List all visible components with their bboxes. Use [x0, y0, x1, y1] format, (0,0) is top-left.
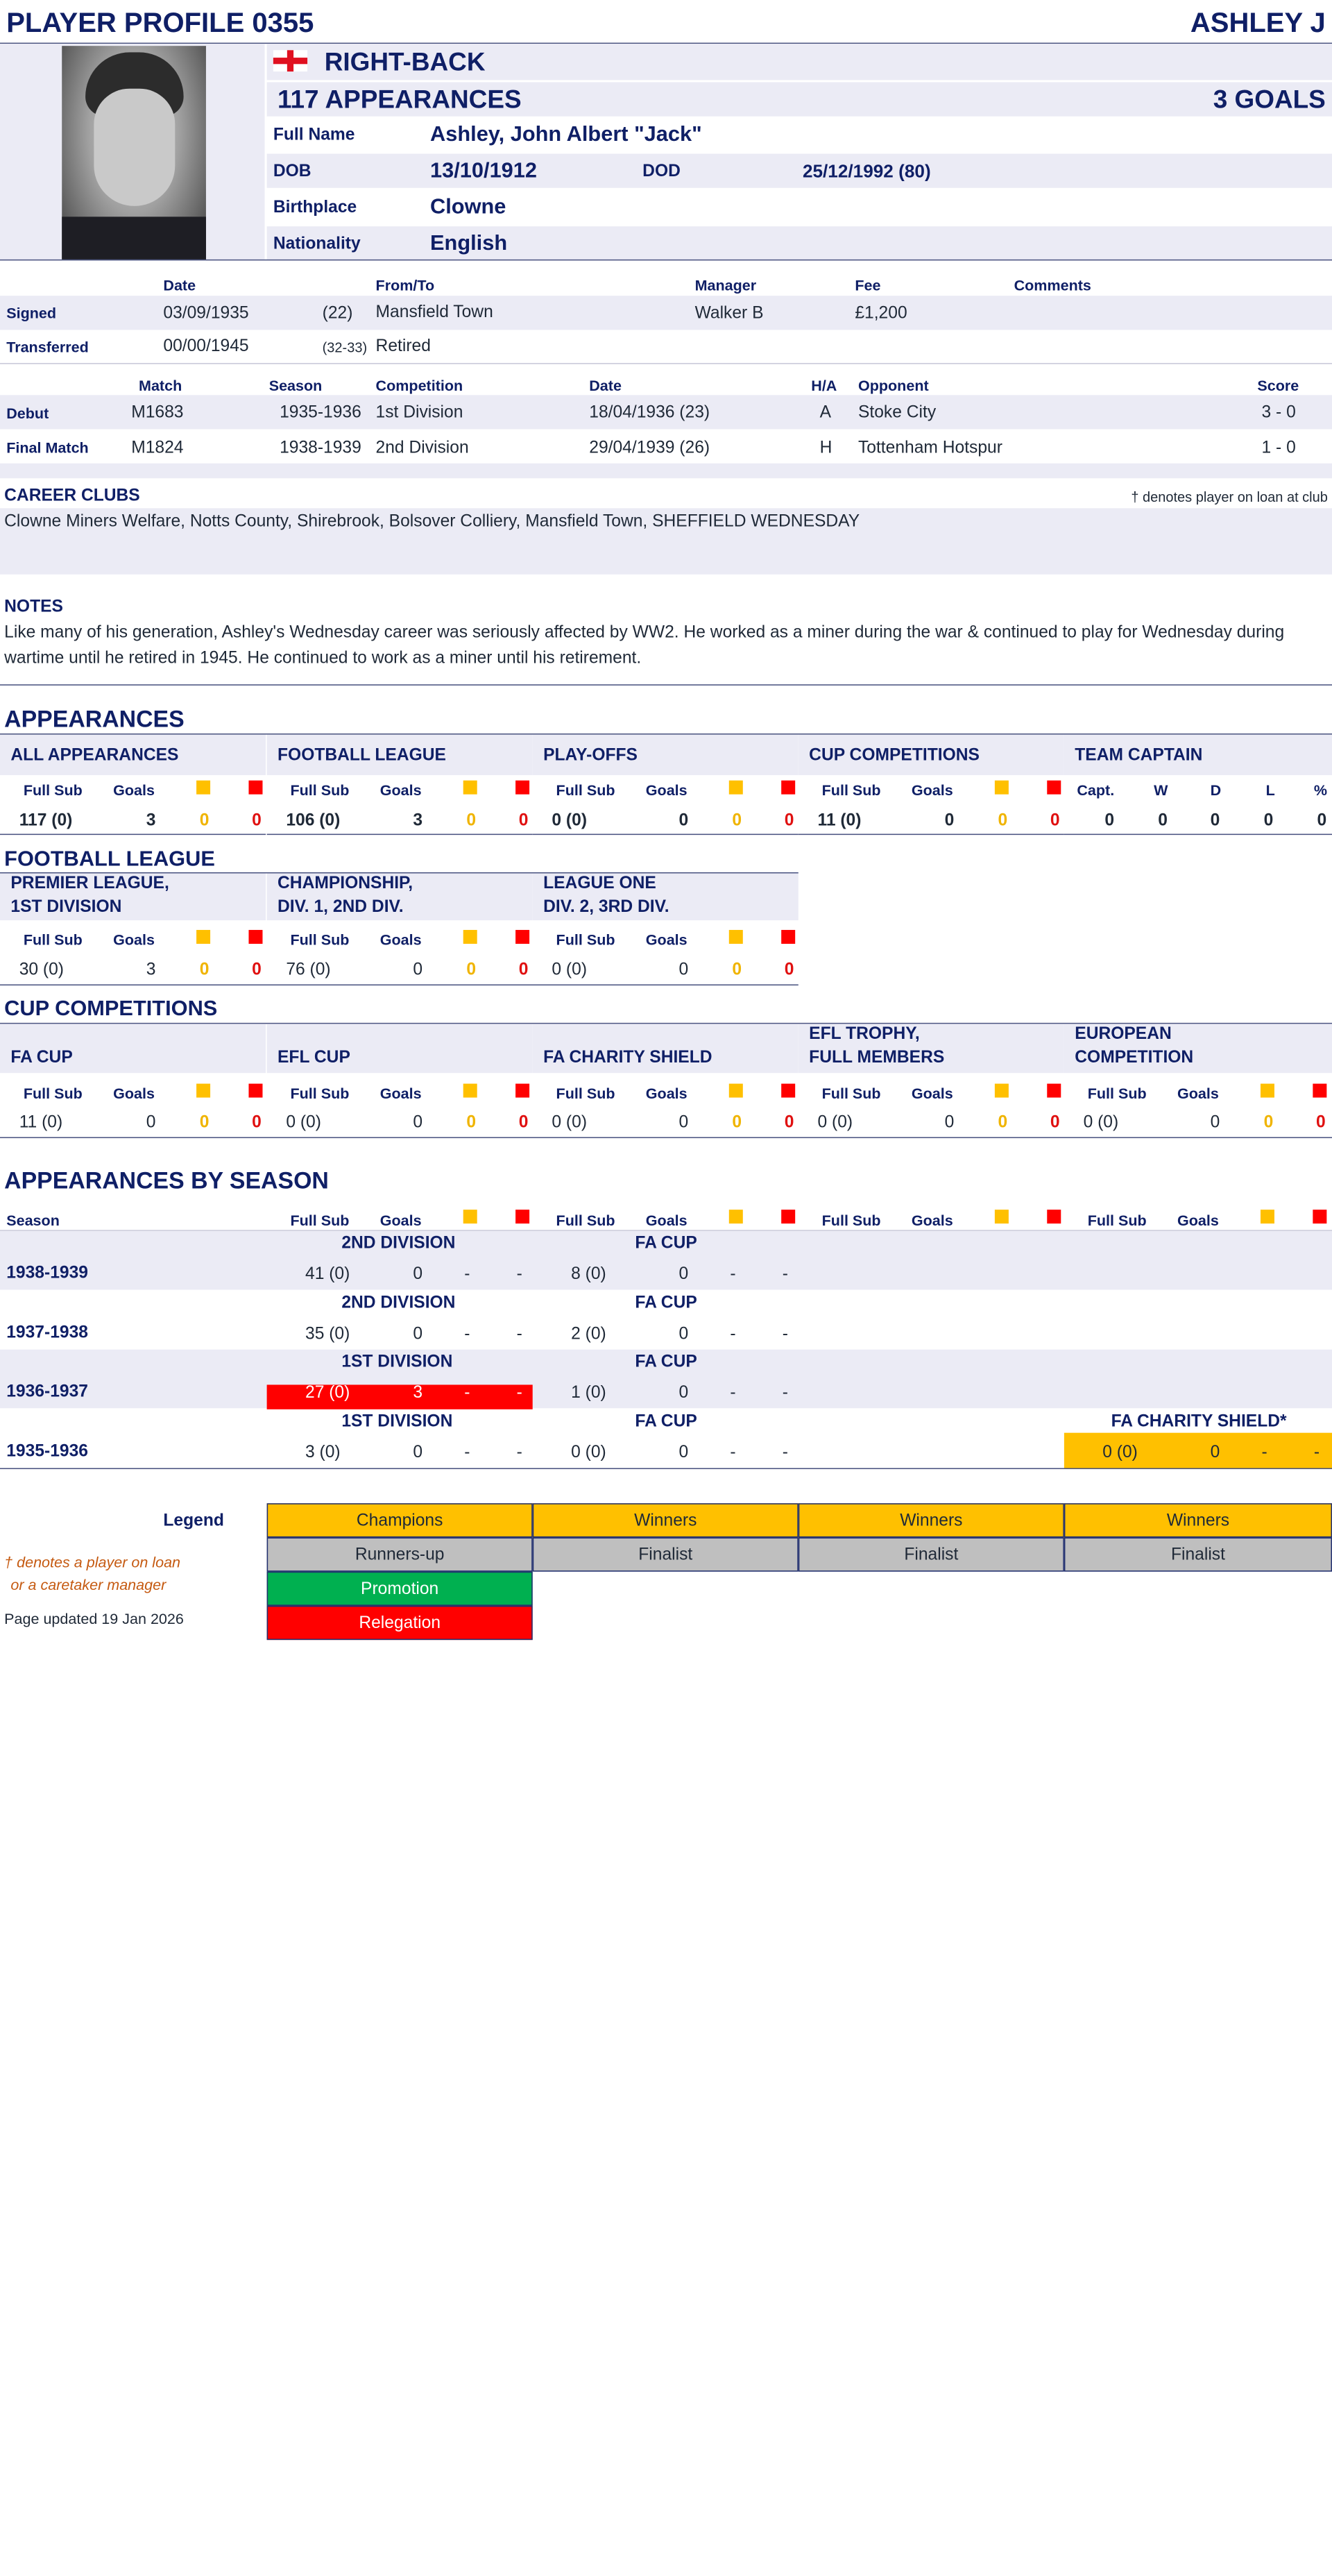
cup-block-0-red: 0: [252, 1113, 262, 1132]
col-match: Match: [139, 377, 182, 394]
transferred-age: (32-33): [322, 339, 368, 356]
league-block-0-title-1: PREMIER LEAGUE,: [10, 874, 169, 893]
season-group-1-col-goals: Goals: [645, 1212, 688, 1229]
appearances-block-0-red-card-icon: [248, 781, 262, 795]
season-competition: 1ST DIVISION: [341, 1353, 453, 1371]
league-block-2-yellow: 0: [732, 960, 742, 979]
season-yellow: -: [464, 1383, 470, 1403]
debut-ha: A: [819, 403, 831, 422]
legend-finalist: Finalist: [799, 1537, 1064, 1571]
cup-block-2-apps: 0 (0): [552, 1113, 588, 1132]
dod-label: DOD: [642, 162, 681, 181]
seasons-title: APPEARANCES BY SEASON: [4, 1167, 329, 1194]
legend-winners: Winners: [1064, 1503, 1332, 1537]
appearances-block-rule: [799, 834, 1064, 836]
cup-block-1-title-2: EFL CUP: [278, 1048, 350, 1067]
season-red: -: [516, 1383, 522, 1403]
legend-caretaker-note: or a caretaker manager: [10, 1575, 166, 1593]
cup-block-4-title-1: EUROPEAN: [1075, 1024, 1172, 1044]
league-rule: [0, 984, 799, 985]
player-name: ASHLEY J: [1190, 6, 1326, 39]
league-block-1-col-goals: Goals: [379, 931, 422, 949]
appearances-block-3-red: 0: [1050, 811, 1060, 830]
appearances-block-3-goals: 0: [944, 811, 955, 830]
season-red: -: [782, 1383, 788, 1403]
season-competition: 2ND DIVISION: [341, 1294, 456, 1312]
season-red: -: [782, 1265, 788, 1284]
red-card-icon: [781, 1210, 795, 1223]
cup-block-0-yellow: 0: [199, 1113, 210, 1132]
season-competition: FA CUP: [635, 1234, 697, 1253]
season-goals: 0: [413, 1265, 423, 1284]
cups-rule: [0, 1137, 1332, 1139]
col-date: Date: [163, 276, 196, 294]
league-block-0-title-2: 1ST DIVISION: [10, 897, 122, 917]
captain-d: 0: [1210, 811, 1220, 830]
cup-block-1-apps: 0 (0): [286, 1113, 321, 1132]
appearances-block-1-yellow: 0: [466, 811, 477, 830]
appearances-block-1-title: FOOTBALL LEAGUE: [278, 746, 446, 765]
season-yellow: -: [464, 1265, 470, 1284]
league-block-1-col-fullsub: Full Sub: [290, 931, 350, 949]
captain-pct: 0: [1317, 811, 1327, 830]
legend-winners: Winners: [533, 1503, 799, 1537]
league-block-1-title-2: DIV. 1, 2ND DIV.: [278, 897, 404, 917]
red-card-icon: [1313, 1210, 1326, 1223]
cup-block-1-yellow-card-icon: [463, 1084, 477, 1098]
cup-block-3-apps: 0 (0): [817, 1113, 853, 1132]
final-date: 29/04/1939 (26): [589, 439, 710, 457]
cup-block-2-title-2: FA CHARITY SHIELD: [543, 1048, 712, 1067]
season-goals: 3: [413, 1383, 423, 1403]
cup-block-4-col-goals: Goals: [1177, 1085, 1219, 1102]
transferred-club: Retired: [375, 337, 431, 356]
league-block-0-yellow-card-icon: [196, 930, 210, 944]
notes-title: NOTES: [4, 598, 63, 616]
legend-title: Legend: [163, 1511, 224, 1530]
appearances-title: APPEARANCES: [4, 705, 185, 733]
cup-block-3-col-fullsub: Full Sub: [821, 1085, 881, 1102]
career-title: CAREER CLUBS: [4, 486, 140, 505]
legend-champions: Champions: [267, 1503, 533, 1537]
league-block-0-red-card-icon: [248, 930, 262, 944]
season-group-3-col-fullsub: Full Sub: [1087, 1212, 1147, 1229]
season-yellow: -: [464, 1443, 470, 1462]
appearances-block-0-col-fullsub: Full Sub: [23, 781, 83, 799]
col-competition: Competition: [375, 377, 463, 394]
signed-label: Signed: [6, 304, 57, 322]
season-label: 1937-1938: [6, 1323, 88, 1342]
cup-block-4-red: 0: [1315, 1113, 1326, 1132]
transferred-label: Transferred: [6, 338, 89, 356]
appearances-block-1-yellow-card-icon: [463, 781, 477, 795]
debut-label: Debut: [6, 405, 49, 422]
england-flag-icon: [273, 50, 307, 71]
season-yellow: -: [730, 1265, 736, 1284]
appearances-block-0-apps: 117 (0): [19, 811, 73, 830]
appearances-block-2-title: PLAY-OFFS: [543, 746, 638, 765]
appearances-block-2-col-fullsub: Full Sub: [556, 781, 615, 799]
debut-season: 1935-1936: [280, 403, 361, 422]
cup-block-4-yellow-card-icon: [1261, 1084, 1274, 1098]
col-capt: Capt.: [1077, 781, 1115, 799]
cup-block-3-yellow-card-icon: [995, 1084, 1009, 1098]
dob: 13/10/1912: [430, 159, 538, 183]
cup-block-0-col-goals: Goals: [113, 1085, 155, 1102]
cup-block-0-col-fullsub: Full Sub: [23, 1085, 83, 1102]
season-goals: 0: [678, 1265, 689, 1284]
league-block-2-title-1: LEAGUE ONE: [543, 874, 656, 893]
league-block-0-yellow: 0: [199, 960, 210, 979]
col-pct: %: [1313, 781, 1328, 799]
season-red: -: [516, 1265, 522, 1284]
final-ha: H: [819, 439, 832, 457]
season-red: -: [782, 1325, 788, 1344]
goals-total: 3 GOALS: [1213, 85, 1326, 115]
cup-block-1-goals: 0: [413, 1113, 423, 1132]
cup-block-1-col-fullsub: Full Sub: [290, 1085, 350, 1102]
final-match: M1824: [131, 439, 184, 457]
season-label: 1938-1939: [6, 1264, 88, 1282]
season-goals: 0: [413, 1443, 423, 1462]
season-apps: 8 (0): [571, 1265, 606, 1284]
season-goals: 0: [678, 1443, 689, 1462]
loan-note: † denotes player on loan at club: [1131, 489, 1328, 505]
season-label: 1935-1936: [6, 1442, 88, 1461]
debut-score: 3 - 0: [1261, 403, 1296, 422]
cup-block-1-red: 0: [518, 1113, 529, 1132]
cup-block-2-yellow: 0: [732, 1113, 742, 1132]
legend-loan-note: † denotes a player on loan: [4, 1553, 181, 1571]
season-yellow: -: [730, 1325, 736, 1344]
legend-runners-up: Runners-up: [267, 1537, 533, 1571]
season-apps: 2 (0): [571, 1325, 606, 1344]
league-title: FOOTBALL LEAGUE: [4, 847, 215, 872]
cup-block-4-title-2: COMPETITION: [1075, 1048, 1194, 1067]
captain-w: 0: [1158, 811, 1168, 830]
debut-opponent: Stoke City: [857, 403, 937, 422]
appearances-block-0-col-goals: Goals: [113, 781, 155, 799]
debut-competition: 1st Division: [375, 403, 463, 422]
signed-fee: £1,200: [855, 304, 907, 323]
transferred-date: 00/00/1945: [163, 337, 249, 356]
debut-match: M1683: [131, 403, 184, 422]
career-clubs: Clowne Miners Welfare, Notts County, Shirebrook, Bolsover Colliery, Mansfield Town, SHEFFIELD WEDNESDAY: [4, 512, 860, 531]
appearances-block-0-goals: 3: [146, 811, 156, 830]
league-block-0-col-goals: Goals: [113, 931, 155, 949]
season-yellow: -: [730, 1443, 736, 1462]
birthplace: Clowne: [430, 195, 506, 219]
cup-block-1-yellow: 0: [466, 1113, 477, 1132]
league-block-1-title-1: CHAMPIONSHIP,: [278, 874, 413, 893]
notes-line-2: wartime until he retired in 1945. He continued to work as a miner until his retirement.: [4, 649, 642, 668]
appearances-block-0-title: ALL APPEARANCES: [10, 746, 179, 765]
yellow-card-icon: [463, 1210, 477, 1223]
league-block-2-col-fullsub: Full Sub: [556, 931, 615, 949]
appearances-total: 117 APPEARANCES: [278, 85, 522, 115]
appearances-block-2-red-card-icon: [781, 781, 795, 795]
col-fee: Fee: [855, 276, 881, 294]
season-competition: FA CUP: [635, 1294, 697, 1312]
league-block-0-red: 0: [252, 960, 262, 979]
appearances-block-2-red: 0: [784, 811, 794, 830]
appearances-block-1-col-fullsub: Full Sub: [290, 781, 350, 799]
appearances-block-3-col-goals: Goals: [911, 781, 953, 799]
final-opponent: Tottenham Hotspur: [857, 439, 1002, 457]
appearances-block-1-red-card-icon: [515, 781, 529, 795]
season-group-2-col-goals: Goals: [911, 1212, 953, 1229]
appearances-block-2-yellow: 0: [732, 811, 742, 830]
season-group-0-col-goals: Goals: [379, 1212, 422, 1229]
birthplace-label: Birthplace: [273, 198, 357, 217]
cup-block-2-red-card-icon: [781, 1084, 795, 1098]
league-block-1-goals: 0: [413, 960, 423, 979]
league-block-1-yellow-card-icon: [463, 930, 477, 944]
col-d: D: [1210, 781, 1222, 799]
page-updated: Page updated 19 Jan 2026: [4, 1610, 184, 1627]
cups-title: CUP COMPETITIONS: [4, 997, 218, 1021]
season-competition: FA CUP: [635, 1412, 697, 1431]
league-block-1-red: 0: [518, 960, 529, 979]
league-block-2-goals: 0: [678, 960, 689, 979]
cup-block-2-col-goals: Goals: [645, 1085, 688, 1102]
legend-relegation: Relegation: [267, 1606, 533, 1640]
league-block-2-yellow-card-icon: [729, 930, 743, 944]
appearances-block-0-yellow-card-icon: [196, 781, 210, 795]
cup-block-3-yellow: 0: [998, 1113, 1008, 1132]
appearances-block-3-col-fullsub: Full Sub: [821, 781, 881, 799]
appearances-block-1-col-goals: Goals: [379, 781, 422, 799]
cup-block-4-col-fullsub: Full Sub: [1087, 1085, 1147, 1102]
player-photo: [62, 46, 206, 260]
season-goals: 0: [1210, 1443, 1220, 1462]
col-w: W: [1154, 781, 1168, 799]
league-block-2-red-card-icon: [781, 930, 795, 944]
final-season: 1938-1939: [280, 439, 361, 457]
cup-block-3-title-2: FULL MEMBERS: [809, 1048, 945, 1067]
debut-date: 18/04/1936 (23): [589, 403, 710, 422]
season-label: 1936-1937: [6, 1382, 88, 1401]
cup-block-3-goals: 0: [944, 1113, 955, 1132]
appearances-block-3-apps: 11 (0): [817, 811, 862, 830]
col-season-label: Season: [6, 1212, 60, 1229]
season-goals: 0: [678, 1383, 689, 1403]
appearances-block-2-apps: 0 (0): [552, 811, 588, 830]
cup-block-1-red-card-icon: [515, 1084, 529, 1098]
col-match-date: Date: [589, 377, 622, 394]
season-red: -: [516, 1325, 522, 1344]
appearances-block-3-red-card-icon: [1047, 781, 1061, 795]
yellow-card-icon: [1261, 1210, 1274, 1223]
cup-block-4-goals: 0: [1210, 1113, 1220, 1132]
final-competition: 2nd Division: [375, 439, 469, 457]
cup-block-3-title-1: EFL TROPHY,: [809, 1024, 920, 1044]
league-block-2-red: 0: [784, 960, 794, 979]
cup-block-2-red: 0: [784, 1113, 794, 1132]
season-apps: 41 (0): [305, 1265, 350, 1284]
season-apps: 0 (0): [1102, 1443, 1138, 1462]
appearances-block-3-yellow-card-icon: [995, 781, 1009, 795]
season-apps: 1 (0): [571, 1383, 606, 1403]
league-block-0-goals: 3: [146, 960, 156, 979]
cup-block-4-yellow: 0: [1263, 1113, 1274, 1132]
signed-club: Mansfield Town: [375, 303, 493, 322]
signed-date: 03/09/1935: [163, 304, 249, 323]
cup-block-2-goals: 0: [678, 1113, 689, 1132]
col-score: Score: [1257, 377, 1299, 394]
season-apps: 3 (0): [305, 1443, 341, 1462]
red-card-icon: [515, 1210, 529, 1223]
legend-finalist: Finalist: [1064, 1537, 1332, 1571]
appearances-block-1-goals: 3: [413, 811, 423, 830]
season-goals: 0: [413, 1325, 423, 1344]
season-apps: 27 (0): [305, 1383, 350, 1403]
league-block-2-title-2: DIV. 2, 3RD DIV.: [543, 897, 669, 917]
cup-block-0-apps: 11 (0): [19, 1113, 63, 1132]
cup-block-0-red-card-icon: [248, 1084, 262, 1098]
season-group-1-col-fullsub: Full Sub: [556, 1212, 615, 1229]
appearances-block-0-yellow: 0: [199, 811, 210, 830]
signed-age: (22): [322, 304, 353, 323]
nationality: English: [430, 231, 508, 255]
nationality-label: Nationality: [273, 235, 361, 253]
col-fromto: From/To: [375, 276, 435, 294]
appearances-block-2-goals: 0: [678, 811, 689, 830]
appearances-block-2-col-goals: Goals: [645, 781, 688, 799]
col-l: L: [1265, 781, 1275, 799]
season-competition: 1ST DIVISION: [341, 1412, 453, 1431]
season-group-3-col-goals: Goals: [1177, 1212, 1219, 1229]
appearances-block-rule: [0, 834, 266, 836]
season-apps: 0 (0): [571, 1443, 606, 1462]
season-competition: FA CUP: [635, 1353, 697, 1371]
page-title: PLAYER PROFILE 0355: [6, 6, 314, 39]
legend-promotion: Promotion: [267, 1572, 533, 1606]
league-block-2-col-goals: Goals: [645, 931, 688, 949]
appearances-block-3-yellow: 0: [998, 811, 1008, 830]
appearances-block-0-red: 0: [252, 811, 262, 830]
cup-block-1-col-goals: Goals: [379, 1085, 422, 1102]
season-apps: 35 (0): [305, 1325, 350, 1344]
appearances-block-1-apps: 106 (0): [286, 811, 341, 830]
cup-block-4-apps: 0 (0): [1083, 1113, 1119, 1132]
final-label: Final Match: [6, 439, 89, 456]
final-score: 1 - 0: [1261, 439, 1296, 457]
cup-block-2-col-fullsub: Full Sub: [556, 1085, 615, 1102]
season-red: -: [516, 1443, 522, 1462]
appearances-block-3-title: CUP COMPETITIONS: [809, 746, 980, 765]
signed-manager: Walker B: [694, 304, 764, 323]
season-yellow: -: [464, 1325, 470, 1344]
cup-block-0-yellow-card-icon: [196, 1084, 210, 1098]
season-yellow: -: [730, 1383, 736, 1403]
col-comments: Comments: [1014, 276, 1091, 294]
season-goals: 0: [678, 1325, 689, 1344]
appearances-block-rule: [533, 834, 799, 836]
yellow-card-icon: [995, 1210, 1009, 1223]
col-season: Season: [268, 377, 323, 394]
notes-line-1: Like many of his generation, Ashley's Wednesday career was seriously affected by WW2. He worked as a miner during the war & continued to play for Wednesday during: [4, 623, 1285, 642]
captain-l: 0: [1263, 811, 1274, 830]
league-block-0-col-fullsub: Full Sub: [23, 931, 83, 949]
legend-finalist: Finalist: [533, 1537, 799, 1571]
league-block-1-yellow: 0: [466, 960, 477, 979]
season-competition: 2ND DIVISION: [341, 1234, 456, 1253]
league-block-1-red-card-icon: [515, 930, 529, 944]
captain-capt: 0: [1104, 811, 1115, 830]
position: RIGHT-BACK: [324, 48, 486, 77]
season-competition: FA CHARITY SHIELD*: [1111, 1412, 1287, 1431]
appearances-block-2-yellow-card-icon: [729, 781, 743, 795]
cup-block-3-red: 0: [1050, 1113, 1060, 1132]
red-card-icon: [1047, 1210, 1061, 1223]
season-red: -: [782, 1443, 788, 1462]
col-ha: H/A: [811, 377, 837, 394]
cup-block-4-red-card-icon: [1313, 1084, 1326, 1098]
season-red: -: [1313, 1443, 1320, 1462]
season-yellow: -: [1261, 1443, 1267, 1462]
appearances-block-1-red: 0: [518, 811, 529, 830]
full-name-label: Full Name: [273, 126, 355, 144]
col-manager: Manager: [694, 276, 757, 294]
season-group-0-col-fullsub: Full Sub: [290, 1212, 350, 1229]
appearances-block-rule: [267, 834, 533, 836]
col-opponent: Opponent: [857, 377, 929, 394]
cup-block-0-title-2: FA CUP: [10, 1048, 73, 1067]
captain-title: TEAM CAPTAIN: [1075, 746, 1203, 765]
cup-block-3-col-goals: Goals: [911, 1085, 953, 1102]
league-block-1-apps: 76 (0): [286, 960, 331, 979]
cup-block-3-red-card-icon: [1047, 1084, 1061, 1098]
legend-winners: Winners: [799, 1503, 1064, 1537]
cup-block-0-goals: 0: [146, 1113, 156, 1132]
league-block-2-apps: 0 (0): [552, 960, 588, 979]
cup-block-2-yellow-card-icon: [729, 1084, 743, 1098]
full-name: Ashley, John Albert "Jack": [430, 122, 702, 146]
league-block-0-apps: 30 (0): [19, 960, 64, 979]
dod: 25/12/1992 (80): [802, 161, 931, 182]
yellow-card-icon: [729, 1210, 743, 1223]
season-group-2-col-fullsub: Full Sub: [821, 1212, 881, 1229]
dob-label: DOB: [273, 162, 311, 181]
